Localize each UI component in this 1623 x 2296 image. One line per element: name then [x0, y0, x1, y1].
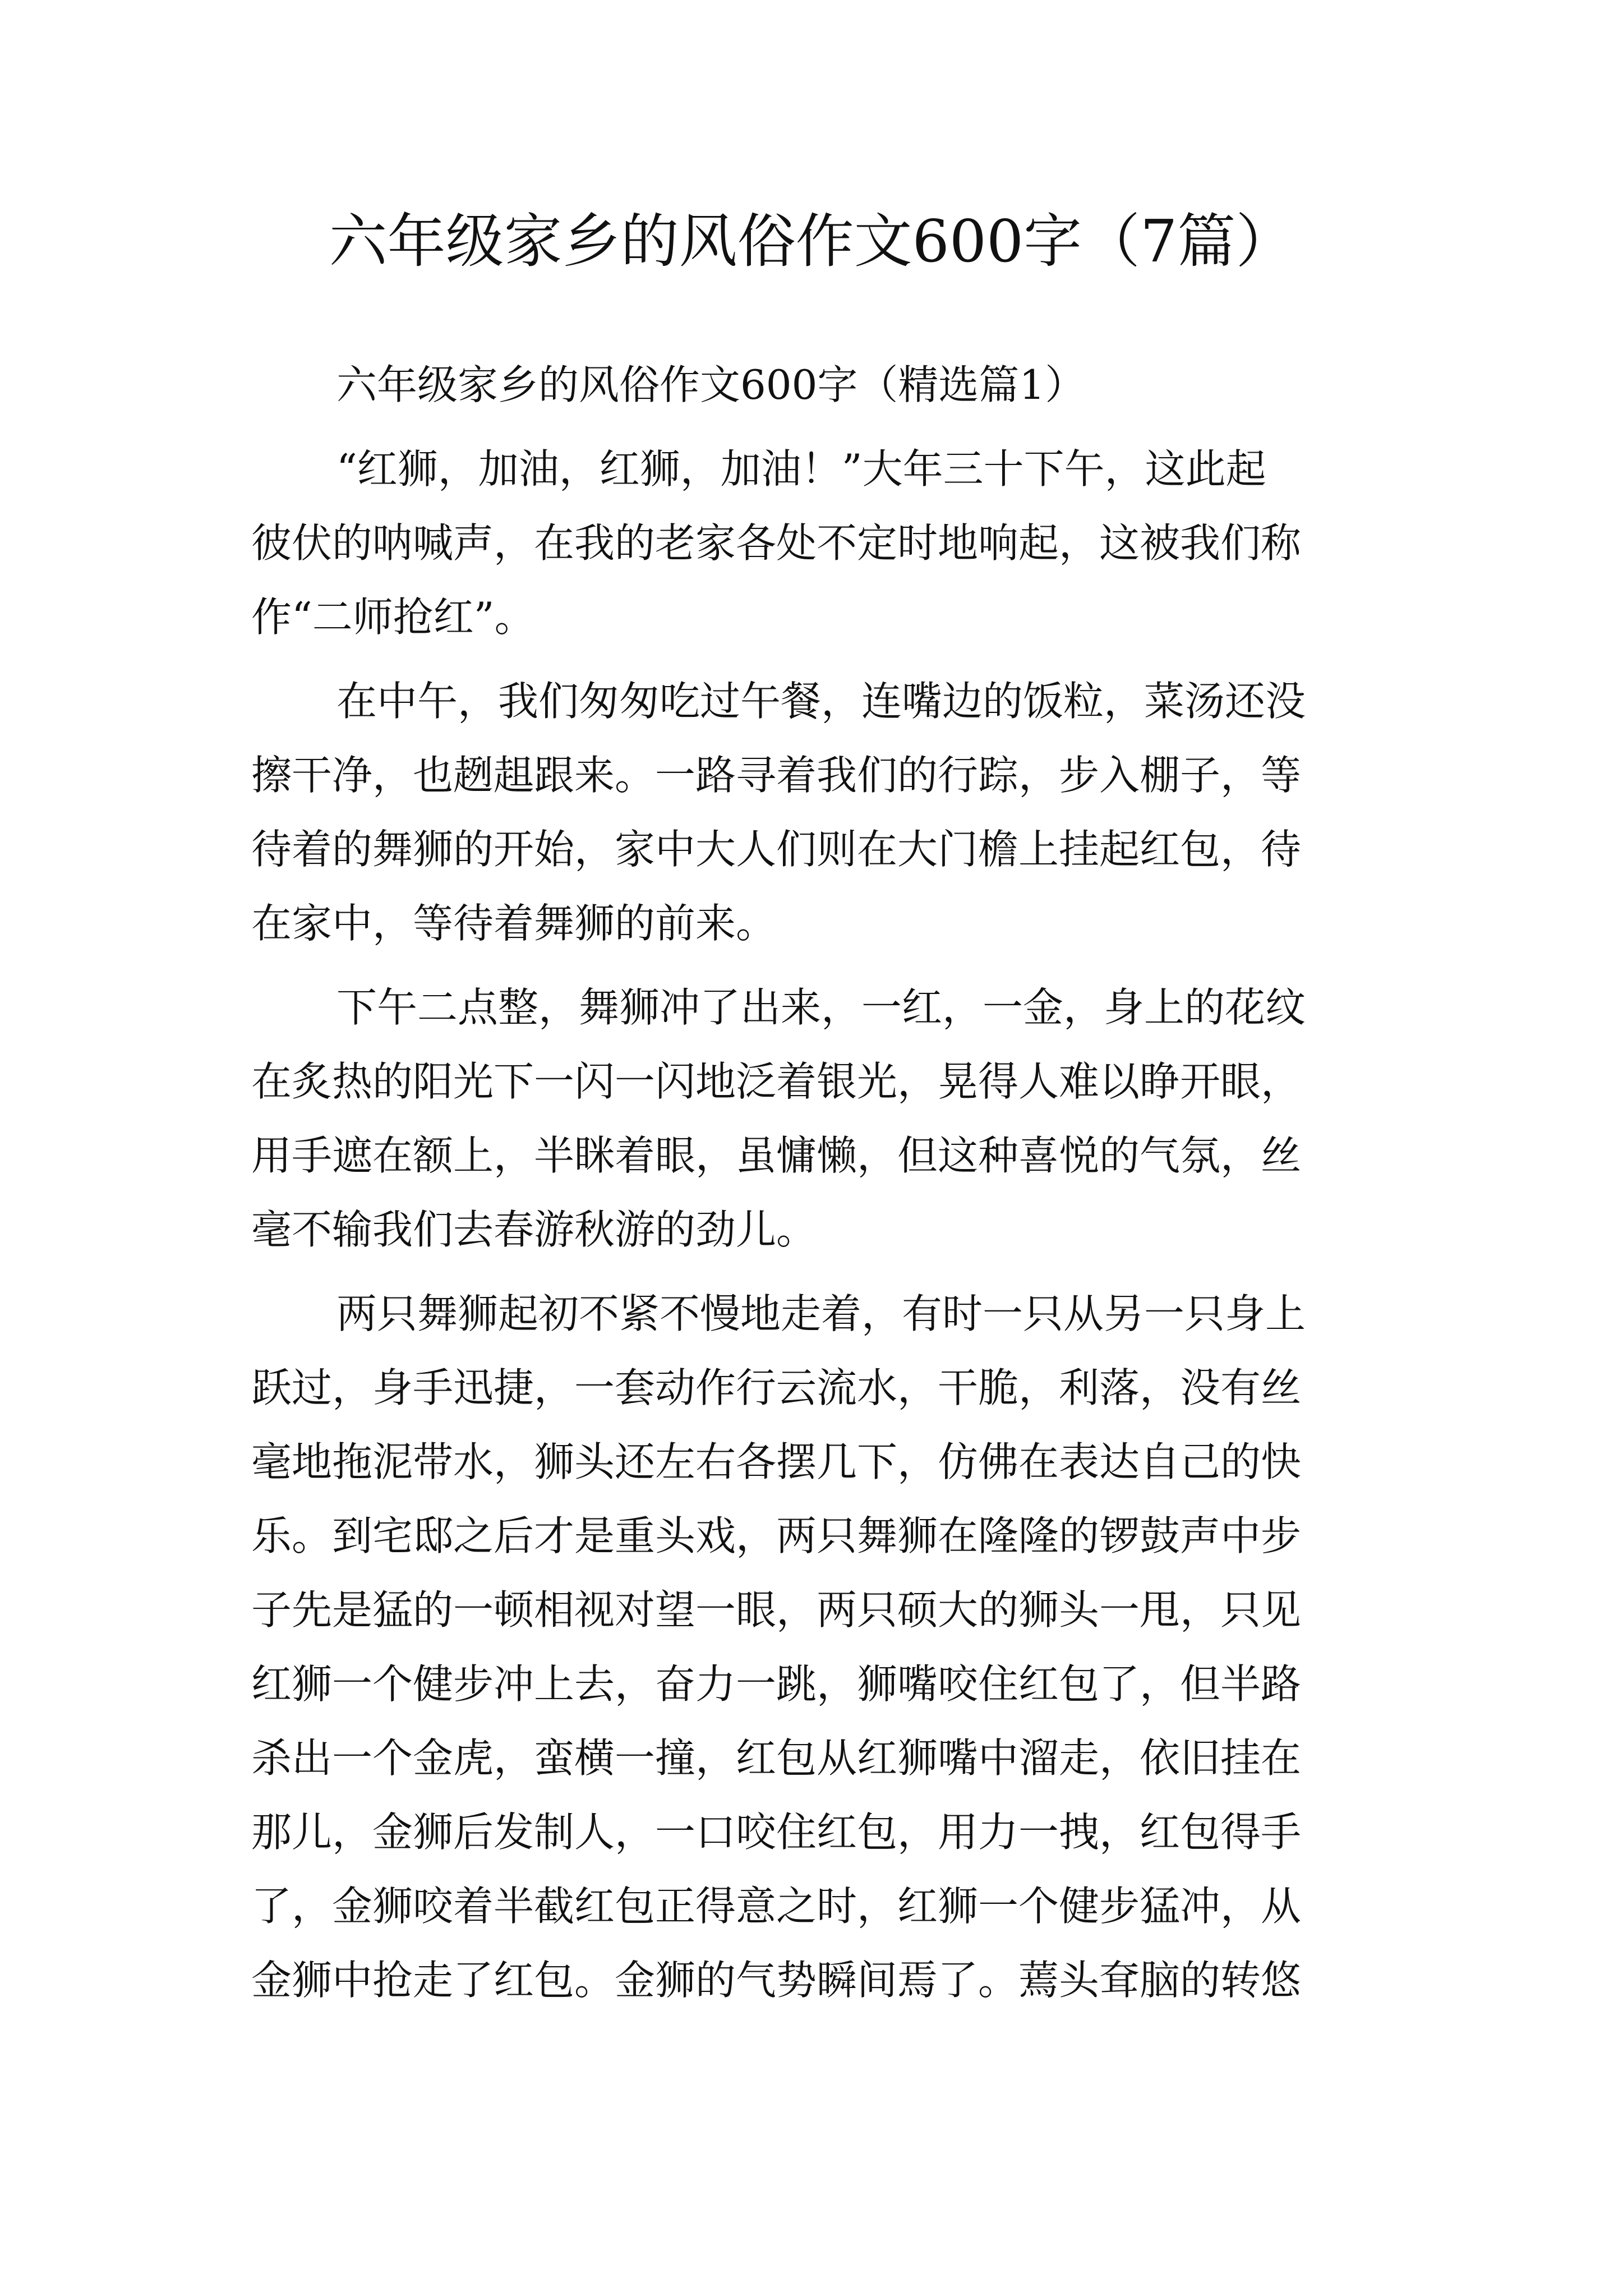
text-line: 下午二点整，舞狮冲了出来，一红，一金，身上的花纹 — [336, 984, 1306, 1031]
text-line: 毫不输我们去春游秋游的劲儿。 — [251, 1206, 817, 1253]
text-line: 在炙热的阳光下一闪一闪地泛着银光，晃得人难以睁开眼， — [251, 1058, 1302, 1105]
text-line: 在家中，等待着舞狮的前来。 — [251, 900, 777, 947]
paragraph-1 — [251, 432, 1384, 654]
text-line: 彼伏的呐喊声，在我的老家各处不定时地响起，这被我们称 — [251, 519, 1302, 567]
text-line: 了，金狮咬着半截红包正得意之时，红狮一个健步猛冲，从 — [251, 1883, 1302, 1930]
paragraph-3 — [251, 970, 1384, 1267]
section-heading: 六年级家乡的风俗作文600字（精选篇1） — [336, 361, 1086, 408]
text-line: 跃过，身手迅捷，一套动作行云流水，干脆，利落，没有丝 — [251, 1364, 1302, 1411]
text-line: 用手遮在额上，半眯着眼，虽慵懒，但这种喜悦的气氛，丝 — [251, 1132, 1302, 1179]
text-line: 那儿，金狮后发制人，一口咬住红包，用力一拽，红包得手 — [251, 1809, 1302, 1856]
text-line: 子先是猛的一顿相视对望一眼，两只硕大的狮头一甩，只见 — [251, 1586, 1302, 1634]
text-line: 金狮中抢走了红包。金狮的气势瞬间焉了。蔫头耷脑的转悠 — [251, 1957, 1302, 2004]
text-line: 红狮一个健步冲上去，奋力一跳，狮嘴咬住红包了，但半路 — [251, 1660, 1302, 1708]
paragraph-4 — [251, 1277, 1384, 2017]
text-line: 杀出一个金虎，蛮横一撞，红包从红狮嘴中溜走，依旧挂在 — [251, 1734, 1302, 1782]
document-title: 六年级家乡的风俗作文600字（7篇） — [329, 207, 1294, 275]
text-line: 作“二师抢红”。 — [251, 593, 535, 641]
text-line: “红狮，加油，红狮，加油！”大年三十下午，这此起 — [336, 445, 1266, 493]
text-line: 待着的舞狮的开始，家中大人们则在大门檐上挂起红包，待 — [251, 826, 1302, 873]
text-line: 乐。到宅邸之后才是重头戏，两只舞狮在隆隆的锣鼓声中步 — [251, 1512, 1302, 1559]
text-line: 擦干净，也趔趄跟来。一路寻着我们的行踪，步入棚子，等 — [251, 752, 1302, 799]
text-line: 毫地拖泥带水，狮头还左右各摆几下，仿佛在表达自己的快 — [251, 1438, 1302, 1485]
document-body — [251, 348, 1384, 2027]
paragraph-2 — [251, 664, 1384, 960]
text-line: 两只舞狮起初不紧不慢地走着，有时一只从另一只身上 — [336, 1290, 1306, 1337]
text-line: 在中午，我们匆匆吃过午餐，连嘴边的饭粒，菜汤还没 — [336, 678, 1306, 725]
